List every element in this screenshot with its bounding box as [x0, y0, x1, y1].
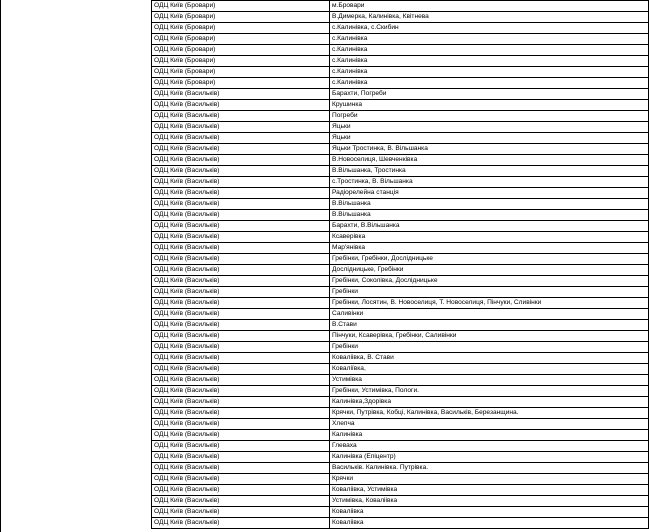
blank-cell: [1, 474, 152, 485]
blank-cell: [1, 265, 152, 276]
blank-cell: [1, 122, 152, 133]
blank-cell: [1, 408, 152, 419]
blank-cell: [1, 155, 152, 166]
office-cell: ОДЦ Київ (Бровари): [152, 1, 330, 12]
blank-cell: [1, 100, 152, 111]
blank-cell: [1, 375, 152, 386]
table-row: [1, 364, 649, 375]
office-cell: ОДЦ Київ (Васильків): [152, 375, 330, 386]
blank-cell: [1, 23, 152, 34]
blank-cell: [1, 243, 152, 254]
localities-cell: В.Стави: [330, 320, 649, 331]
localities-cell: В.Новоселиця, Шевченківка: [330, 155, 649, 166]
blank-cell: [1, 309, 152, 320]
blank-cell: [1, 111, 152, 122]
table-row: [1, 331, 649, 342]
blank-cell: [1, 397, 152, 408]
localities-cell: Устимівка: [330, 375, 649, 386]
localities-cell: Коваліівка: [330, 518, 649, 529]
office-cell: ОДЦ Київ (Васильків): [152, 166, 330, 177]
blank-cell: [1, 485, 152, 496]
localities-cell: Коваліівка, В. Стави: [330, 353, 649, 364]
table-row: [1, 320, 649, 331]
table-row: [1, 441, 649, 452]
localities-cell: Глеваха: [330, 441, 649, 452]
blank-cell: [1, 232, 152, 243]
blank-cell: [1, 342, 152, 353]
blank-cell: [1, 441, 152, 452]
localities-cell: Барахти, В.Вільшанка: [330, 221, 649, 232]
table-row: [1, 1, 649, 12]
table-row: [1, 232, 649, 243]
blank-cell: [1, 1, 152, 12]
localities-cell: Гребінки: [330, 287, 649, 298]
office-cell: ОДЦ Київ (Васильків): [152, 386, 330, 397]
blank-cell: [1, 320, 152, 331]
table-row: [1, 485, 649, 496]
table-row: [1, 353, 649, 364]
blank-cell: [1, 419, 152, 430]
table-row: [1, 287, 649, 298]
office-cell: ОДЦ Київ (Васильків): [152, 507, 330, 518]
localities-cell: Гребінки: [330, 342, 649, 353]
blank-cell: [1, 67, 152, 78]
localities-cell: В.Вільшанка, Тростинка: [330, 166, 649, 177]
office-cell: ОДЦ Київ (Васильків): [152, 342, 330, 353]
table-row: [1, 452, 649, 463]
office-cell: ОДЦ Київ (Васильків): [152, 199, 330, 210]
localities-cell: Крячки, Путрівка, Кобці, Калинівка, Васильків, Березанщина.: [330, 408, 649, 419]
blank-cell: [1, 199, 152, 210]
table-row: [1, 67, 649, 78]
office-cell: ОДЦ Київ (Васильків): [152, 210, 330, 221]
blank-cell: [1, 463, 152, 474]
table-row: [1, 45, 649, 56]
blank-cell: [1, 166, 152, 177]
blank-cell: [1, 276, 152, 287]
localities-cell: с.Калинівка: [330, 34, 649, 45]
localities-cell: с.Калинівка: [330, 67, 649, 78]
localities-cell: м.Бровари: [330, 1, 649, 12]
office-cell: ОДЦ Київ (Васильків): [152, 265, 330, 276]
blank-cell: [1, 12, 152, 23]
table-row: [1, 155, 649, 166]
office-cell: ОДЦ Київ (Васильків): [152, 122, 330, 133]
office-cell: ОДЦ Київ (Бровари): [152, 67, 330, 78]
localities-cell: Коваліівка: [330, 507, 649, 518]
office-cell: ОДЦ Київ (Васильків): [152, 287, 330, 298]
localities-cell: Яцьки: [330, 133, 649, 144]
blank-cell: [1, 364, 152, 375]
office-cell: ОДЦ Київ (Васильків): [152, 320, 330, 331]
localities-cell: с.Калинівка: [330, 78, 649, 89]
table-row: [1, 111, 649, 122]
table-row: [1, 188, 649, 199]
left-border: [0, 0, 1, 532]
table-row: [1, 78, 649, 89]
office-cell: ОДЦ Київ (Васильків): [152, 133, 330, 144]
table-row: [1, 23, 649, 34]
blank-cell: [1, 287, 152, 298]
office-cell: ОДЦ Київ (Васильків): [152, 397, 330, 408]
table-row: [1, 309, 649, 320]
blank-cell: [1, 56, 152, 67]
table-row: [1, 298, 649, 309]
localities-cell: Хлепча: [330, 419, 649, 430]
table-row: [1, 474, 649, 485]
localities-cell: В.Димерка, Калинівка, Квітнева: [330, 12, 649, 23]
table-row: [1, 89, 649, 100]
table-row: [1, 265, 649, 276]
blank-cell: [1, 45, 152, 56]
blank-cell: [1, 177, 152, 188]
localities-cell: Гребінки, Соколівка, Дослідницьке: [330, 276, 649, 287]
office-cell: ОДЦ Київ (Васильків): [152, 452, 330, 463]
office-cell: ОДЦ Київ (Васильків): [152, 89, 330, 100]
table-row: [1, 397, 649, 408]
office-cell: ОДЦ Київ (Васильків): [152, 463, 330, 474]
office-cell: ОДЦ Київ (Бровари): [152, 78, 330, 89]
office-cell: ОДЦ Київ (Васильків): [152, 518, 330, 529]
blank-cell: [1, 331, 152, 342]
office-cell: ОДЦ Київ (Васильків): [152, 177, 330, 188]
table-row: [1, 56, 649, 67]
office-cell: ОДЦ Київ (Васильків): [152, 441, 330, 452]
blank-cell: [1, 133, 152, 144]
localities-cell: Мар'янівка: [330, 243, 649, 254]
table-row: [1, 221, 649, 232]
localities-cell: Устимівка, Коваліівка: [330, 496, 649, 507]
office-cell: ОДЦ Київ (Васильків): [152, 111, 330, 122]
table-row: [1, 507, 649, 518]
blank-cell: [1, 496, 152, 507]
office-cell: ОДЦ Київ (Васильків): [152, 276, 330, 287]
localities-cell: Гребінки, Гребінки, Дослідницьке: [330, 254, 649, 265]
office-cell: ОДЦ Київ (Васильків): [152, 243, 330, 254]
localities-cell: Ксаверівка: [330, 232, 649, 243]
localities-cell: Гребінки, Лосятин, В. Новоселиця, Т. Новоселиця, Пінчуки, Сливінки: [330, 298, 649, 309]
localities-cell: Крушинка: [330, 100, 649, 111]
office-cell: ОДЦ Київ (Васильків): [152, 144, 330, 155]
table-row: [1, 276, 649, 287]
office-cell: ОДЦ Київ (Васильків): [152, 100, 330, 111]
office-cell: ОДЦ Київ (Васильків): [152, 496, 330, 507]
office-cell: ОДЦ Київ (Васильків): [152, 408, 330, 419]
table-row: [1, 210, 649, 221]
localities-cell: с.Калинівка: [330, 45, 649, 56]
blank-cell: [1, 144, 152, 155]
localities-cell: В.Вільшанка: [330, 199, 649, 210]
blank-cell: [1, 254, 152, 265]
office-cell: ОДЦ Київ (Васильків): [152, 430, 330, 441]
office-cell: ОДЦ Київ (Васильків): [152, 331, 330, 342]
table-row: [1, 254, 649, 265]
table-body: [1, 1, 649, 529]
office-cell: ОДЦ Київ (Васильків): [152, 419, 330, 430]
localities-cell: Крячки: [330, 474, 649, 485]
localities-cell: с.Тростинка, В. Вільшанка: [330, 177, 649, 188]
table-row: [1, 144, 649, 155]
table-row: [1, 496, 649, 507]
localities-cell: Пінчуки, Ксаверівка, Гребінки, Саливінки: [330, 331, 649, 342]
localities-cell: Коваліївка,: [330, 364, 649, 375]
localities-cell: Яцьки Тростинка, В. Вільшанка: [330, 144, 649, 155]
office-cell: ОДЦ Київ (Васильків): [152, 254, 330, 265]
blank-cell: [1, 188, 152, 199]
table-row: [1, 166, 649, 177]
office-cell: ОДЦ Київ (Васильків): [152, 485, 330, 496]
office-cell: ОДЦ Київ (Бровари): [152, 23, 330, 34]
blank-cell: [1, 452, 152, 463]
blank-cell: [1, 34, 152, 45]
localities-cell: Барахти, Погреби: [330, 89, 649, 100]
localities-cell: с.Калинівка, с.Скибин: [330, 23, 649, 34]
table-row: [1, 419, 649, 430]
blank-cell: [1, 78, 152, 89]
localities-cell: с.Калинівка: [330, 56, 649, 67]
office-cell: ОДЦ Київ (Васильків): [152, 155, 330, 166]
localities-cell: Калинівка,Здорівка: [330, 397, 649, 408]
table-row: [1, 386, 649, 397]
localities-cell: Калинівка: [330, 430, 649, 441]
localities-cell: Яцьки: [330, 122, 649, 133]
blank-cell: [1, 507, 152, 518]
table-row: [1, 100, 649, 111]
office-cell: ОДЦ Київ (Бровари): [152, 12, 330, 23]
blank-cell: [1, 353, 152, 364]
office-cell: ОДЦ Київ (Васильків): [152, 353, 330, 364]
table-row: [1, 243, 649, 254]
blank-cell: [1, 221, 152, 232]
office-cell: ОДЦ Київ (Васильків): [152, 298, 330, 309]
table-row: [1, 122, 649, 133]
localities-cell: Калинівка (Епіцентр): [330, 452, 649, 463]
office-cell: ОДЦ Київ (Васильків): [152, 309, 330, 320]
localities-cell: Саливінки: [330, 309, 649, 320]
office-cell: ОДЦ Київ (Васильків): [152, 188, 330, 199]
blank-cell: [1, 89, 152, 100]
table-row: [1, 342, 649, 353]
blank-cell: [1, 386, 152, 397]
blank-cell: [1, 430, 152, 441]
blank-cell: [1, 210, 152, 221]
localities-cell: Погреби: [330, 111, 649, 122]
table-row: [1, 375, 649, 386]
table-row: [1, 12, 649, 23]
table-row: [1, 518, 649, 529]
localities-cell: В.Вільшанка: [330, 210, 649, 221]
table-row: [1, 34, 649, 45]
table-row: [1, 199, 649, 210]
table-row: [1, 133, 649, 144]
localities-cell: Гребінки, Устимівка, Пологи.: [330, 386, 649, 397]
blank-cell: [1, 518, 152, 529]
localities-cell: Васильків. Калинівка. Путрівка.: [330, 463, 649, 474]
office-cell: ОДЦ Київ (Бровари): [152, 56, 330, 67]
blank-cell: [1, 298, 152, 309]
office-cell: ОДЦ Київ (Васильків): [152, 474, 330, 485]
table-row: [1, 408, 649, 419]
office-cell: ОДЦ Київ (Бровари): [152, 45, 330, 56]
table-row: [1, 430, 649, 441]
office-cell: ОДЦ Київ (Васильків): [152, 364, 330, 375]
table-row: [1, 463, 649, 474]
office-cell: ОДЦ Київ (Бровари): [152, 34, 330, 45]
localities-cell: Дослідницьке, Гребінки: [330, 265, 649, 276]
office-cell: ОДЦ Київ (Васильків): [152, 221, 330, 232]
localities-cell: Коваліівка, Устимівка: [330, 485, 649, 496]
office-cell: ОДЦ Київ (Васильків): [152, 232, 330, 243]
localities-cell: Радіорелейна станція: [330, 188, 649, 199]
table-row: [1, 177, 649, 188]
